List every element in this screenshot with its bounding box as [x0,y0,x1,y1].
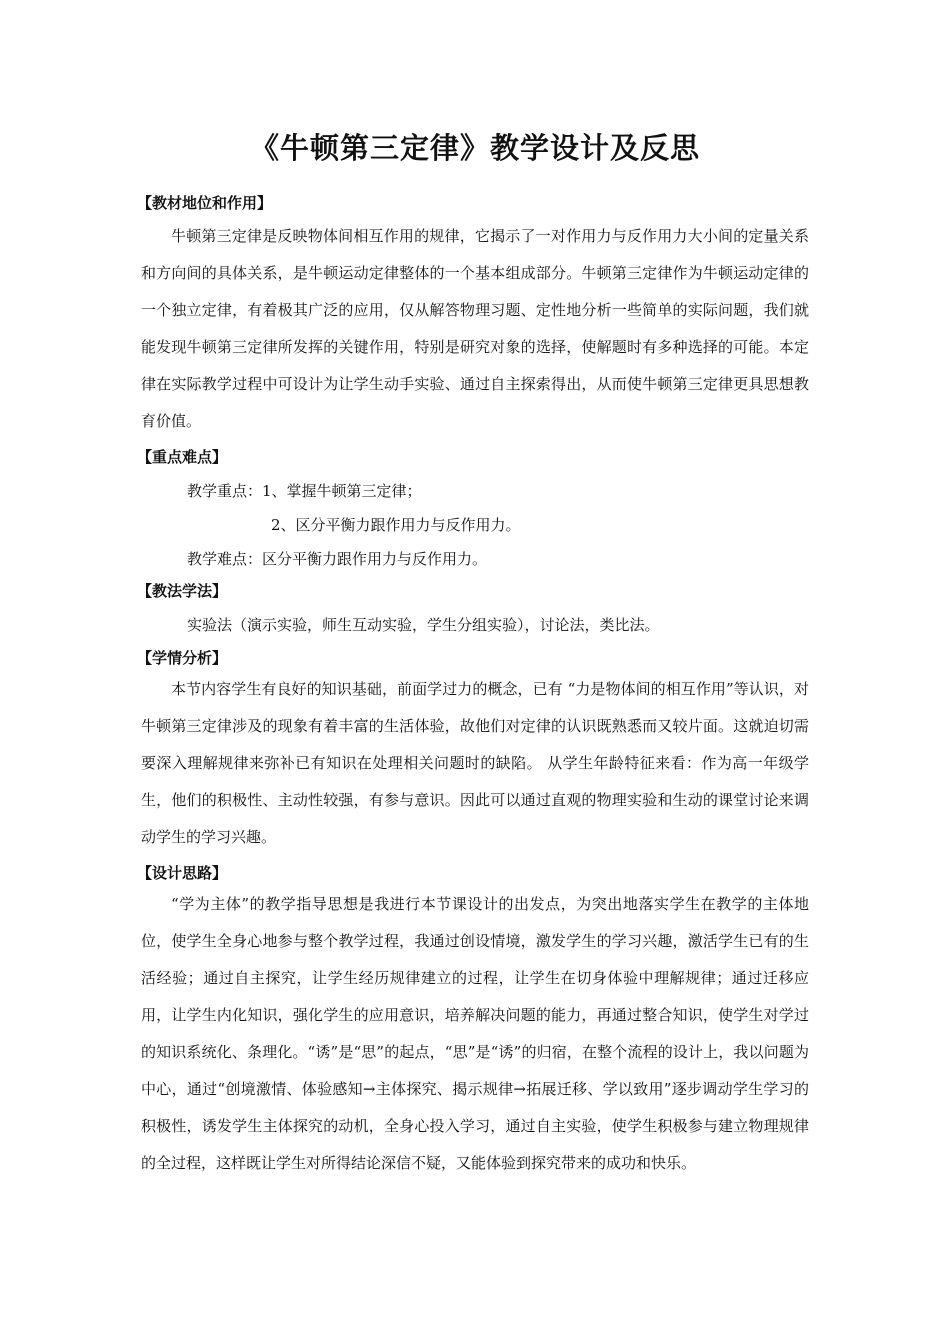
key-point-line-1: 教学重点：1、掌握牛顿第三定律； [187,482,422,500]
section-heading-methods: 【教法学法】 [137,582,228,600]
document-title: 《牛顿第三定律》教学设计及反思 [249,131,700,165]
section-heading-design-ideas: 【设计思路】 [137,864,228,882]
key-point-line-2: 2、区分平衡力跟作用力与反作用力。 [271,516,521,534]
section-heading-role: 【教材地位和作用】 [137,194,273,212]
section-heading-student-analysis: 【学情分析】 [137,649,228,667]
section-body-design-ideas: “学为主体”的教学指导思想是我进行本节课设计的出发点，为突出地落实学生在教学的主体地位，使学生全身心地参与整个教学过程，我通过创设情境，激发学生的学习兴趣，激活学生已有的生活经验；通过自主探究，让学生经历规律建立的过程，让学生在切身体验中理解规律；通过迁移应用，让学生内化知识，强化学生的应用意识，培养解决问题的能力，再通过整合知识，使学生对学过的知识系统化、条理化。“诱”是“思”的起点，“思”是“诱”的归宿，在整个流程的设计上，我以问题为中心，通过“创境激情、体验感知→主体探究、揭示规律→拓展迁移、学以致用”逐步调动学生学习的积极性，诱发学生主体探究的动机，全身心投入学习，通过自主实验，使学生积极参与建立物理规律的全过程，这样既让学生对所得结论深信不疑，又能体验到探究带来的成功和快乐。 [141,895,809,1172]
section-heading-key-points: 【重点难点】 [137,448,228,466]
section-body-student-analysis: 本节内容学生有良好的知识基础，前面学过力的概念，已有 “力是物体间的相互作用”等认识，对牛顿第三定律涉及的现象有着丰富的生活体验，故他们对定律的认识既熟悉而又较片面。这就迫切需要深入理解规律来弥补已有知识在处理相关问题时的缺陷。 从学生年龄特征来看：作为高一年级学生，他们的积极性、主动性较强，有参与意识。因此可以通过直观的物理实验和生动的课堂讨论来调动学生的学习兴趣。 [141,680,809,846]
methods-line: 实验法（演示实验，师生互动实验，学生分组实验），讨论法，类比法。 [187,616,660,634]
difficulty-line: 教学难点：区分平衡力跟作用力与反作用力。 [187,550,488,568]
section-body-role: 牛顿第三定律是反映物体间相互作用的规律，它揭示了一对作用力与反作用力大小间的定量关系和方向间的具体关系，是牛顿运动定律整体的一个基本组成部分。牛顿第三定律作为牛顿运动定律的一个独立定律，有着极其广泛的应用，仅从解答物理习题、定性地分析一些简单的实际问题，我们就能发现牛顿第三定律所发挥的关键作用，特别是研究对象的选择，使解题时有多种选择的可能。本定律在实际教学过程中可设计为让学生动手实验、通过自主探索得出，从而使牛顿第三定律更具思想教育价值。 [141,227,809,430]
